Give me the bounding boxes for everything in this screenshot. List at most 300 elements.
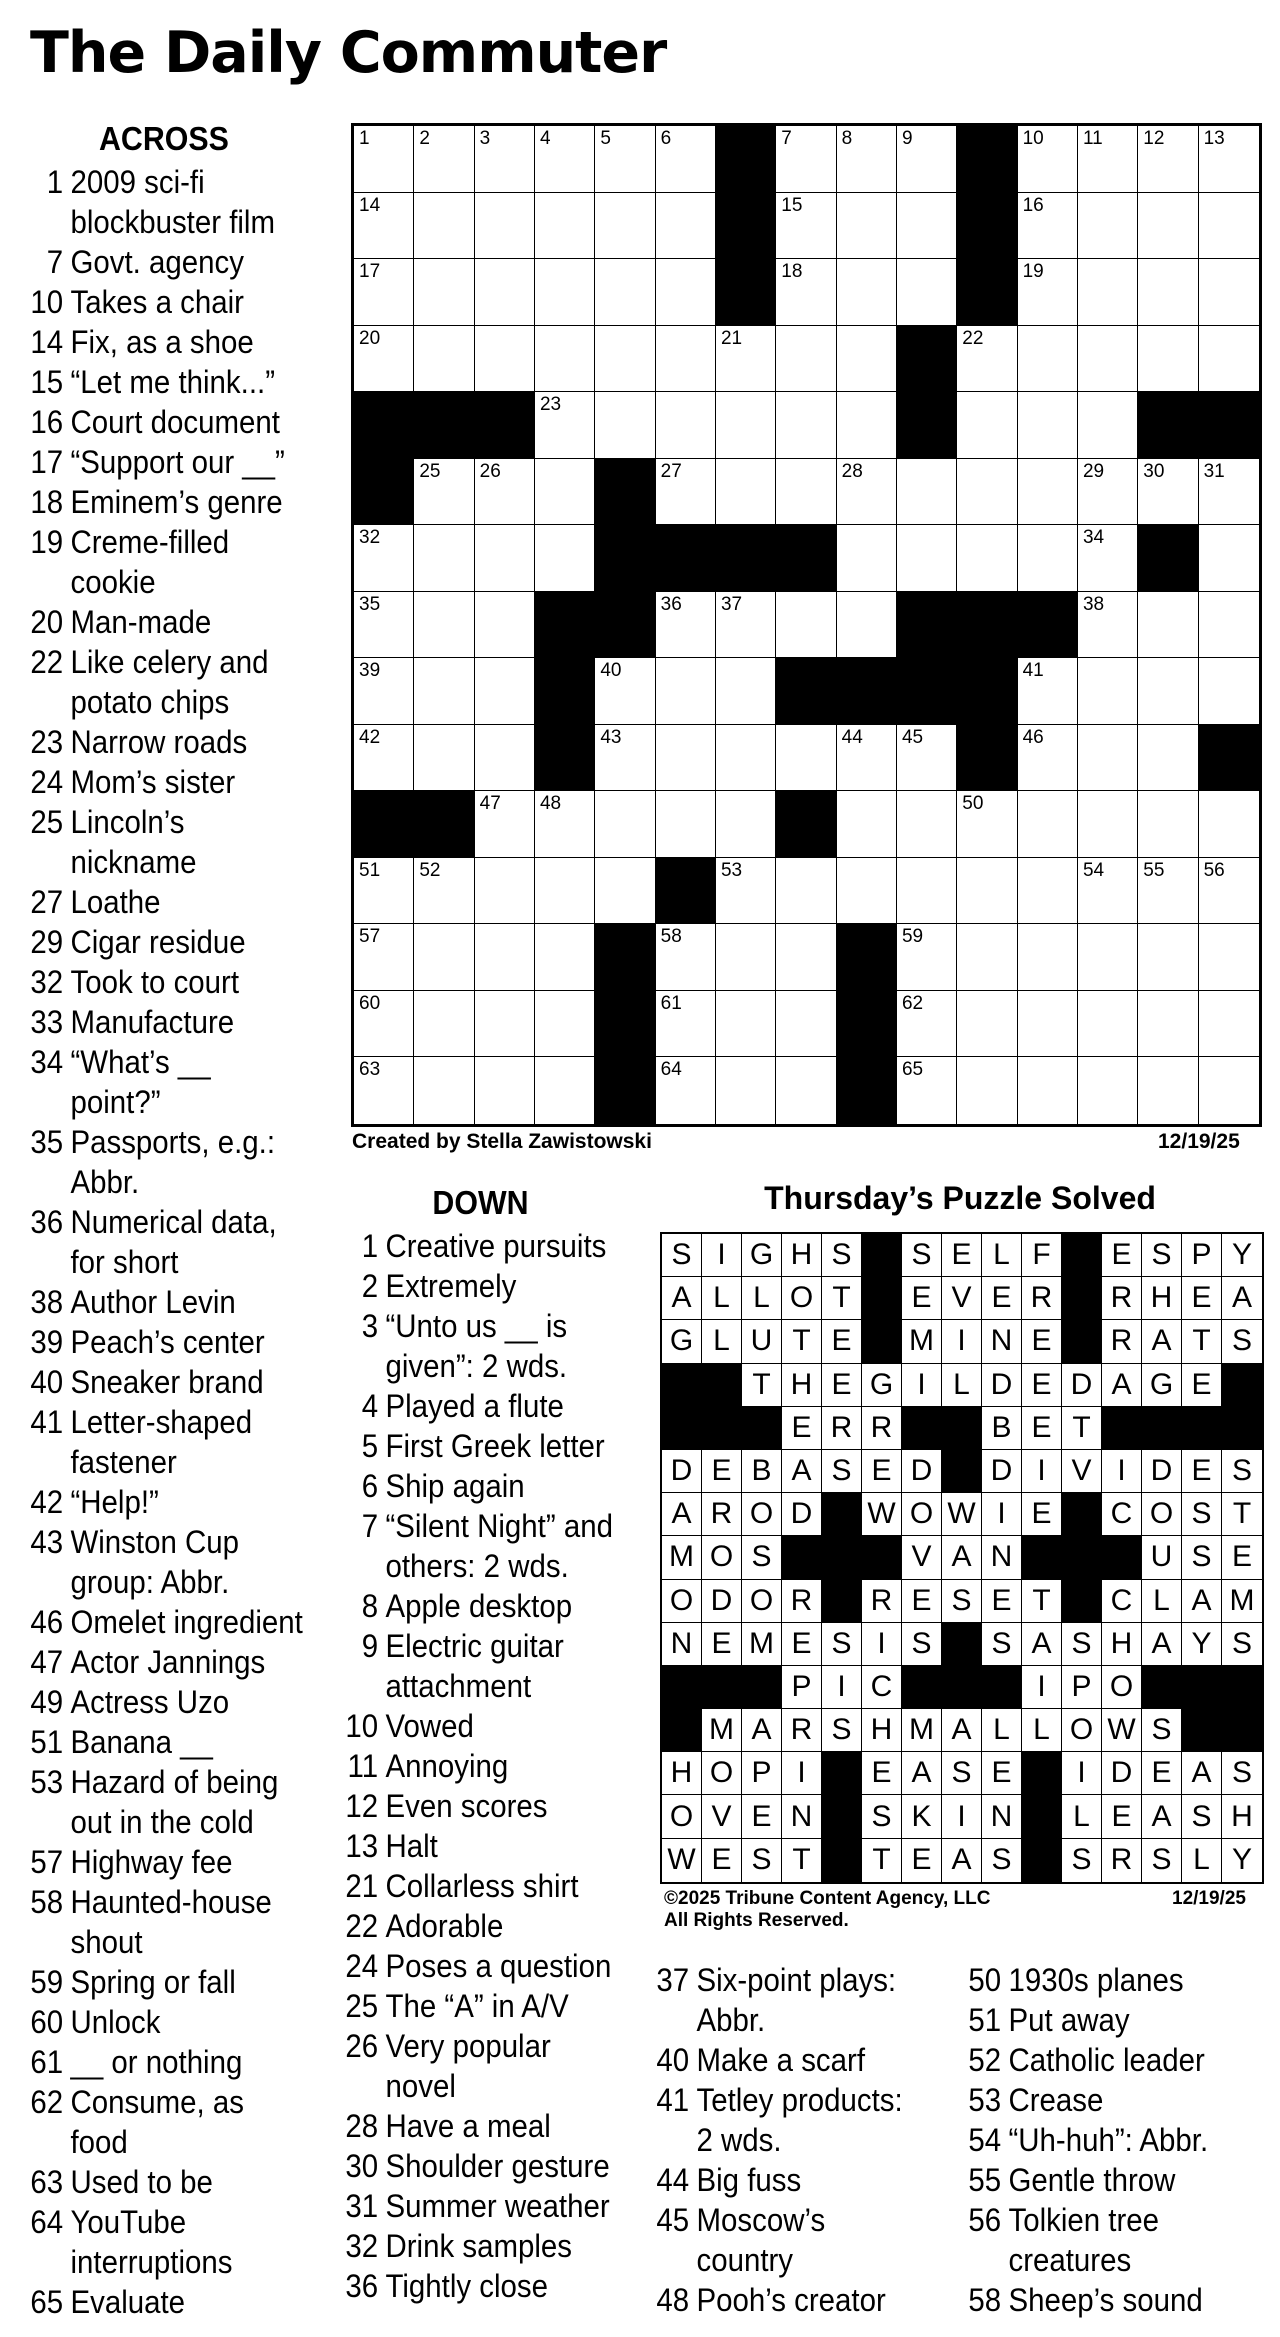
- solution-letter: A: [1142, 1795, 1182, 1838]
- black-square: [957, 658, 1017, 725]
- clue-item: [30, 1322, 303, 1362]
- answer-square[interactable]: [1199, 326, 1259, 393]
- answer-square[interactable]: [1199, 1057, 1259, 1124]
- solution-letter: I: [862, 1623, 902, 1666]
- answer-square[interactable]: [957, 991, 1017, 1058]
- answer-square[interactable]: [595, 725, 655, 792]
- clue-item: [30, 1722, 303, 1762]
- solution-letter: U: [742, 1320, 782, 1363]
- solution-letter: G: [662, 1320, 702, 1363]
- answer-square[interactable]: [957, 1057, 1017, 1124]
- clue-item: [345, 1226, 613, 1266]
- clue-number: 9: [361, 1628, 379, 1664]
- answer-square[interactable]: [535, 525, 595, 592]
- answer-square[interactable]: [354, 193, 414, 260]
- clue-item: [968, 2120, 1208, 2160]
- black-square: [595, 924, 655, 991]
- answer-square[interactable]: [414, 326, 474, 393]
- solution-letter: L: [702, 1277, 742, 1320]
- answer-square[interactable]: [776, 392, 836, 459]
- clue-text: Pooh’s creator: [696, 2282, 886, 2318]
- solution-letter: T: [862, 1839, 902, 1882]
- answer-square[interactable]: [354, 525, 414, 592]
- answer-square[interactable]: [656, 725, 716, 792]
- puzzle-credit: Created by Stella Zawistowski: [352, 1130, 652, 1153]
- answer-square[interactable]: [957, 924, 1017, 991]
- solution-letter: F: [1022, 1234, 1062, 1277]
- answer-square[interactable]: [414, 658, 474, 725]
- answer-square[interactable]: [1199, 924, 1259, 991]
- solution-letter: H: [662, 1752, 702, 1795]
- answer-square[interactable]: [897, 1057, 957, 1124]
- answer-square[interactable]: [354, 858, 414, 925]
- answer-square[interactable]: [897, 924, 957, 991]
- answer-square[interactable]: [414, 525, 474, 592]
- answer-square[interactable]: [656, 1057, 716, 1124]
- answer-square[interactable]: [354, 991, 414, 1058]
- answer-square[interactable]: [837, 858, 897, 925]
- answer-square[interactable]: [1078, 858, 1138, 925]
- answer-square[interactable]: [1138, 725, 1198, 792]
- answer-square[interactable]: [897, 459, 957, 526]
- clue-item: [30, 722, 303, 762]
- square-number: 62: [901, 992, 924, 1014]
- clue-item: [30, 882, 303, 922]
- answer-square[interactable]: [414, 924, 474, 991]
- answer-square[interactable]: [776, 126, 836, 193]
- answer-square[interactable]: [1018, 126, 1078, 193]
- answer-square[interactable]: [957, 858, 1017, 925]
- answer-square[interactable]: [716, 592, 776, 659]
- answer-square[interactable]: [475, 991, 535, 1058]
- answer-square[interactable]: [354, 725, 414, 792]
- solution-letter: S: [1182, 1536, 1222, 1579]
- answer-square[interactable]: [535, 1057, 595, 1124]
- answer-square[interactable]: [1199, 459, 1259, 526]
- answer-square[interactable]: [1138, 193, 1198, 260]
- answer-square[interactable]: [1199, 592, 1259, 659]
- solution-black-square: [1222, 1666, 1262, 1709]
- clue-text: Apple desktop: [385, 1588, 573, 1624]
- answer-square[interactable]: [897, 725, 957, 792]
- answer-square[interactable]: [1138, 259, 1198, 326]
- answer-square[interactable]: [656, 991, 716, 1058]
- square-number: 28: [841, 460, 863, 482]
- solution-letter: E: [1022, 1364, 1062, 1407]
- answer-square[interactable]: [475, 725, 535, 792]
- solution-black-square: [1142, 1407, 1182, 1450]
- clue-text-continued: Abbr.: [70, 1164, 140, 1200]
- answer-square[interactable]: [897, 791, 957, 858]
- answer-square[interactable]: [535, 392, 595, 459]
- answer-square[interactable]: [776, 725, 836, 792]
- clue-number: 64: [30, 2204, 64, 2240]
- clue-text: Drink samples: [385, 2228, 572, 2264]
- answer-square[interactable]: [957, 326, 1017, 393]
- solution-letter: A: [1022, 1623, 1062, 1666]
- answer-square[interactable]: [535, 459, 595, 526]
- solution-letter: E: [1222, 1536, 1262, 1579]
- answer-square[interactable]: [1138, 991, 1198, 1058]
- answer-square[interactable]: [1078, 459, 1138, 526]
- answer-square[interactable]: [656, 126, 716, 193]
- answer-square[interactable]: [837, 193, 897, 260]
- answer-square[interactable]: [1078, 193, 1138, 260]
- answer-square[interactable]: [535, 858, 595, 925]
- answer-square[interactable]: [656, 791, 716, 858]
- answer-square[interactable]: [837, 525, 897, 592]
- answer-square[interactable]: [837, 126, 897, 193]
- answer-square[interactable]: [1018, 459, 1078, 526]
- solution-letter: E: [862, 1450, 902, 1493]
- clue-text: Halt: [385, 1828, 438, 1864]
- clue-number: 48: [656, 2282, 690, 2318]
- answer-square[interactable]: [1018, 259, 1078, 326]
- answer-square[interactable]: [656, 924, 716, 991]
- answer-square[interactable]: [1018, 326, 1078, 393]
- square-number: 39: [359, 660, 381, 681]
- answer-square[interactable]: [897, 126, 957, 193]
- answer-square[interactable]: [776, 991, 836, 1058]
- answer-square[interactable]: [957, 392, 1017, 459]
- answer-square[interactable]: [1018, 525, 1078, 592]
- clue-text-continued: given”: 2 wds.: [385, 1348, 568, 1384]
- answer-square[interactable]: [414, 858, 474, 925]
- clue-text: Unlock: [70, 2004, 161, 2040]
- answer-square[interactable]: [475, 259, 535, 326]
- clue-text-continued: fastener: [70, 1444, 177, 1480]
- clue-item: [30, 1522, 303, 1602]
- square-number: 61: [660, 992, 682, 1014]
- answer-square[interactable]: [776, 459, 836, 526]
- square-number: 22: [962, 327, 984, 349]
- answer-square[interactable]: [354, 326, 414, 393]
- clue-text: Hazard of being: [70, 1764, 279, 1800]
- answer-square[interactable]: [1199, 259, 1259, 326]
- answer-square[interactable]: [656, 459, 716, 526]
- square-number: 12: [1143, 128, 1165, 149]
- solution-letter: G: [862, 1364, 902, 1407]
- answer-square[interactable]: [716, 924, 776, 991]
- answer-square[interactable]: [957, 459, 1017, 526]
- answer-square[interactable]: [414, 592, 474, 659]
- answer-square[interactable]: [595, 858, 655, 925]
- square-number: 50: [962, 793, 984, 814]
- solution-letter: S: [1182, 1493, 1222, 1536]
- answer-square[interactable]: [1078, 525, 1138, 592]
- answer-square[interactable]: [1078, 725, 1138, 792]
- answer-square[interactable]: [1199, 858, 1259, 925]
- solution-letter: G: [1142, 1364, 1182, 1407]
- solution-letter: T: [782, 1320, 822, 1363]
- answer-square[interactable]: [595, 791, 655, 858]
- black-square: [354, 791, 414, 858]
- clue-number: 27: [30, 884, 64, 920]
- answer-square[interactable]: [957, 525, 1017, 592]
- clue-number: 40: [656, 2042, 690, 2078]
- clue-text: Shoulder gesture: [385, 2148, 610, 2184]
- clue-text-continued: novel: [385, 2068, 456, 2104]
- solution-letter: E: [1102, 1234, 1142, 1277]
- solution-letter: M: [902, 1709, 942, 1752]
- answer-square[interactable]: [354, 924, 414, 991]
- solution-letter: A: [942, 1536, 982, 1579]
- answer-square[interactable]: [957, 791, 1017, 858]
- answer-square[interactable]: [1018, 1057, 1078, 1124]
- answer-square[interactable]: [414, 193, 474, 260]
- answer-square[interactable]: [475, 459, 535, 526]
- solution-black-square: [1182, 1666, 1222, 1709]
- clue-item: [345, 2026, 613, 2106]
- answer-square[interactable]: [475, 858, 535, 925]
- answer-square[interactable]: [1018, 392, 1078, 459]
- answer-square[interactable]: [1199, 991, 1259, 1058]
- square-number: 59: [901, 926, 924, 947]
- answer-square[interactable]: [1018, 924, 1078, 991]
- clue-number: 13: [345, 1828, 379, 1864]
- answer-square[interactable]: [837, 459, 897, 526]
- solution-letter: E: [782, 1407, 822, 1450]
- answer-square[interactable]: [897, 858, 957, 925]
- answer-square[interactable]: [897, 991, 957, 1058]
- answer-square[interactable]: [1199, 658, 1259, 725]
- answer-square[interactable]: [776, 592, 836, 659]
- solution-letter: A: [782, 1450, 822, 1493]
- answer-square[interactable]: [475, 1057, 535, 1124]
- answer-square[interactable]: [837, 326, 897, 393]
- answer-square[interactable]: [1018, 193, 1078, 260]
- solution-letter: L: [1142, 1580, 1182, 1623]
- answer-square[interactable]: [475, 193, 535, 260]
- answer-square[interactable]: [1078, 126, 1138, 193]
- answer-square[interactable]: [414, 126, 474, 193]
- answer-square[interactable]: [1138, 459, 1198, 526]
- answer-square[interactable]: [1018, 791, 1078, 858]
- solution-black-square: [822, 1580, 862, 1623]
- black-square: [595, 592, 655, 659]
- solution-letter: E: [822, 1320, 862, 1363]
- answer-square[interactable]: [776, 259, 836, 326]
- solution-black-square: [1062, 1277, 1102, 1320]
- answer-square[interactable]: [716, 725, 776, 792]
- answer-square[interactable]: [354, 1057, 414, 1124]
- answer-square[interactable]: [1078, 326, 1138, 393]
- answer-square[interactable]: [837, 392, 897, 459]
- solution-letter: E: [902, 1580, 942, 1623]
- answer-square[interactable]: [1138, 658, 1198, 725]
- answer-square[interactable]: [837, 592, 897, 659]
- answer-square[interactable]: [776, 326, 836, 393]
- answer-square[interactable]: [716, 858, 776, 925]
- solution-letter: S: [1142, 1709, 1182, 1752]
- solution-black-square: [1062, 1493, 1102, 1536]
- answer-square[interactable]: [535, 791, 595, 858]
- black-square: [837, 1057, 897, 1124]
- clue-text: Like celery and: [70, 644, 269, 680]
- answer-square[interactable]: [776, 193, 836, 260]
- answer-square[interactable]: [1138, 924, 1198, 991]
- solution-black-square: [1062, 1536, 1102, 1579]
- answer-square[interactable]: [1138, 592, 1198, 659]
- clue-item: [30, 2162, 303, 2202]
- solution-letter: E: [942, 1234, 982, 1277]
- answer-square[interactable]: [1078, 1057, 1138, 1124]
- answer-square[interactable]: [1199, 791, 1259, 858]
- answer-square[interactable]: [414, 259, 474, 326]
- black-square: [716, 525, 776, 592]
- answer-square[interactable]: [837, 259, 897, 326]
- answer-square[interactable]: [595, 126, 655, 193]
- answer-square[interactable]: [1018, 658, 1078, 725]
- answer-square[interactable]: [837, 725, 897, 792]
- answer-square[interactable]: [716, 1057, 776, 1124]
- answer-square[interactable]: [656, 592, 716, 659]
- clue-number: 47: [30, 1644, 64, 1680]
- answer-square[interactable]: [1138, 326, 1198, 393]
- clue-item: [30, 282, 303, 322]
- answer-square[interactable]: [1018, 725, 1078, 792]
- clue-text: Extremely: [385, 1268, 517, 1304]
- clue-item: [345, 1586, 613, 1626]
- answer-square[interactable]: [595, 193, 655, 260]
- answer-square[interactable]: [897, 193, 957, 260]
- clue-item: [30, 2082, 303, 2162]
- answer-square[interactable]: [656, 392, 716, 459]
- clue-number: 18: [30, 484, 64, 520]
- clue-number: 21: [345, 1868, 379, 1904]
- solution-black-square: [822, 1493, 862, 1536]
- answer-square[interactable]: [414, 459, 474, 526]
- answer-square[interactable]: [1078, 259, 1138, 326]
- answer-square[interactable]: [1138, 1057, 1198, 1124]
- answer-square[interactable]: [656, 326, 716, 393]
- answer-square[interactable]: [475, 326, 535, 393]
- answer-square[interactable]: [475, 791, 535, 858]
- answer-square[interactable]: [716, 459, 776, 526]
- answer-square[interactable]: [475, 658, 535, 725]
- answer-square[interactable]: [1199, 525, 1259, 592]
- answer-square[interactable]: [716, 658, 776, 725]
- clue-text: Gentle throw: [1008, 2162, 1176, 2198]
- clue-text-continued: country: [696, 2242, 794, 2278]
- black-square: [897, 392, 957, 459]
- answer-square[interactable]: [354, 126, 414, 193]
- answer-square[interactable]: [716, 392, 776, 459]
- answer-square[interactable]: [776, 924, 836, 991]
- square-number: 11: [1082, 128, 1103, 149]
- answer-square[interactable]: [535, 991, 595, 1058]
- clue-item: [30, 1282, 303, 1322]
- answer-square[interactable]: [1138, 126, 1198, 193]
- answer-square[interactable]: [414, 1057, 474, 1124]
- answer-square[interactable]: [535, 126, 595, 193]
- square-number: 65: [901, 1059, 924, 1080]
- answer-square[interactable]: [897, 525, 957, 592]
- solution-letter: A: [942, 1839, 982, 1882]
- clue-item: [30, 322, 303, 362]
- answer-square[interactable]: [1078, 991, 1138, 1058]
- answer-square[interactable]: [776, 1057, 836, 1124]
- solution-letter: D: [1102, 1752, 1142, 1795]
- clue-number: 25: [345, 1988, 379, 2024]
- answer-square[interactable]: [595, 326, 655, 393]
- answer-square[interactable]: [595, 259, 655, 326]
- answer-square[interactable]: [535, 259, 595, 326]
- answer-square[interactable]: [1018, 858, 1078, 925]
- answer-square[interactable]: [475, 592, 535, 659]
- answer-square[interactable]: [475, 126, 535, 193]
- answer-square[interactable]: [776, 858, 836, 925]
- solution-letter: A: [902, 1752, 942, 1795]
- answer-square[interactable]: [1078, 592, 1138, 659]
- black-square: [1138, 392, 1198, 459]
- square-number: 19: [1022, 261, 1044, 282]
- answer-square[interactable]: [1199, 193, 1259, 260]
- answer-square[interactable]: [354, 592, 414, 659]
- answer-square[interactable]: [1078, 924, 1138, 991]
- answer-square[interactable]: [414, 991, 474, 1058]
- clue-number: 24: [345, 1948, 379, 1984]
- answer-square[interactable]: [475, 924, 535, 991]
- answer-square[interactable]: [1138, 858, 1198, 925]
- square-number: 64: [660, 1059, 682, 1080]
- answer-square[interactable]: [837, 791, 897, 858]
- answer-square[interactable]: [1199, 126, 1259, 193]
- solution-black-square: [702, 1666, 742, 1709]
- answer-square[interactable]: [354, 259, 414, 326]
- clue-text: Big fuss: [696, 2162, 802, 2198]
- answer-square[interactable]: [535, 193, 595, 260]
- clue-text: Adorable: [385, 1908, 504, 1944]
- answer-square[interactable]: [595, 392, 655, 459]
- answer-square[interactable]: [475, 525, 535, 592]
- clue-text-continued: cookie: [70, 564, 156, 600]
- answer-square[interactable]: [656, 259, 716, 326]
- answer-square[interactable]: [897, 259, 957, 326]
- solution-letter: I: [942, 1795, 982, 1838]
- solution-letter: W: [942, 1493, 982, 1536]
- clue-item: [968, 2160, 1208, 2200]
- clue-text-continued: nickname: [70, 844, 197, 880]
- solution-letter: E: [982, 1277, 1022, 1320]
- answer-square[interactable]: [414, 725, 474, 792]
- clue-text: Man-made: [70, 604, 212, 640]
- answer-square[interactable]: [716, 326, 776, 393]
- answer-square[interactable]: [535, 924, 595, 991]
- clue-text-continued: food: [70, 2124, 128, 2160]
- answer-square[interactable]: [535, 326, 595, 393]
- black-square: [897, 658, 957, 725]
- answer-square[interactable]: [716, 791, 776, 858]
- solution-letter: S: [822, 1709, 862, 1752]
- square-number: 9: [901, 128, 913, 149]
- solution-letter: O: [782, 1277, 822, 1320]
- solution-letter: O: [702, 1536, 742, 1579]
- answer-square[interactable]: [1078, 392, 1138, 459]
- answer-square[interactable]: [354, 658, 414, 725]
- answer-square[interactable]: [1138, 791, 1198, 858]
- answer-square[interactable]: [1018, 991, 1078, 1058]
- answer-square[interactable]: [656, 658, 716, 725]
- crossword-grid[interactable]: [351, 123, 1262, 1127]
- answer-square[interactable]: [716, 991, 776, 1058]
- answer-square[interactable]: [1078, 791, 1138, 858]
- answer-square[interactable]: [595, 658, 655, 725]
- square-number: 53: [720, 859, 743, 881]
- answer-square[interactable]: [656, 193, 716, 260]
- solution-black-square: [1222, 1407, 1262, 1450]
- answer-square[interactable]: [1078, 658, 1138, 725]
